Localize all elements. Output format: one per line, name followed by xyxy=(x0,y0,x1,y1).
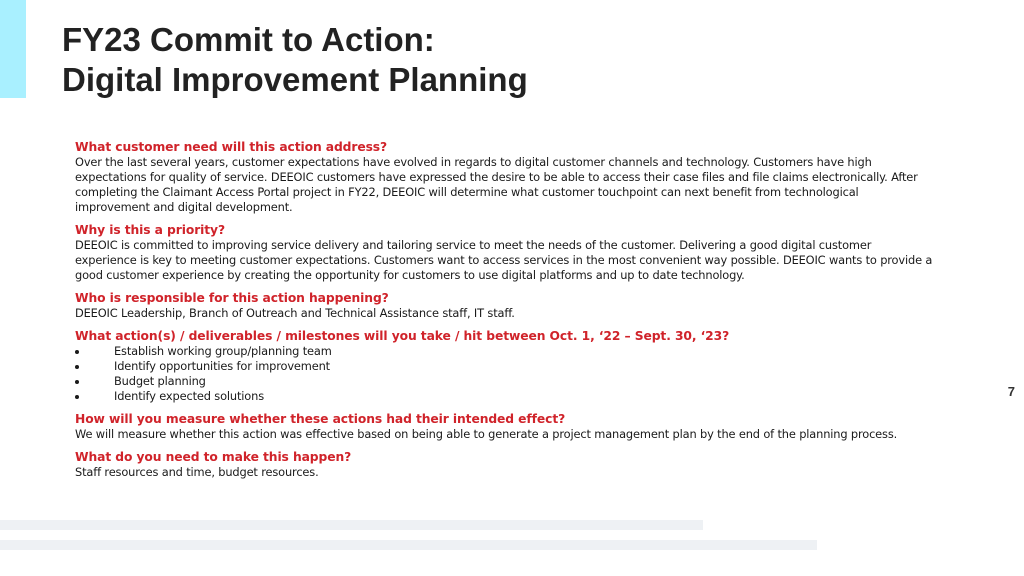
list-item-text: Establish working group/planning team xyxy=(114,344,332,358)
section-answer: Over the last several years, customer expectations have evolved in regards to digital customer channels and technology. Customers have high expectations for quality of service. DEEOIC customers have expressed the desire to be able to access their case files and file claims electronically. After completing the Claimant Access Portal project in FY22, DEEOIC will determine what customer touchpoint can next benefit from technological improvement and digital development. xyxy=(75,155,918,214)
list-item-text: Budget planning xyxy=(114,374,206,388)
section-answer: DEEOIC Leadership, Branch of Outreach and Technical Assistance staff, IT staff. xyxy=(75,306,515,320)
section-answer: We will measure whether this action was effective based on being able to generate a project management plan by the end of the planning process. xyxy=(75,427,898,441)
section-responsible xyxy=(75,290,935,321)
page-number: 7 xyxy=(1007,384,1015,399)
list-item xyxy=(75,344,935,359)
list-item-text: Identify opportunities for improvement xyxy=(114,359,330,373)
section-question: What action(s) / deliverables / milestones will you take / hit between Oct. 1, ‘22 – Sept. 30, ‘23? xyxy=(75,329,730,343)
section-question: Who is responsible for this action happening? xyxy=(75,291,389,305)
bullet-icon xyxy=(75,380,79,384)
section-question: What do you need to make this happen? xyxy=(75,450,352,464)
section-question: How will you measure whether these actions had their intended effect? xyxy=(75,412,566,426)
list-item xyxy=(75,359,935,374)
section-question: Why is this a priority? xyxy=(75,223,225,237)
footer-decor-bar xyxy=(0,540,817,550)
page-title-line-2: Digital Improvement Planning xyxy=(62,61,528,98)
list-item-text: Identify expected solutions xyxy=(114,389,264,403)
section-customer-need xyxy=(75,139,935,215)
bullet-icon xyxy=(75,395,79,399)
section-milestones xyxy=(75,328,935,404)
section-resources xyxy=(75,449,935,480)
content-body xyxy=(75,139,935,487)
list-item xyxy=(75,389,935,404)
bullet-icon xyxy=(75,365,79,369)
list-item xyxy=(75,374,935,389)
page-title xyxy=(62,20,528,100)
section-question: What customer need will this action address? xyxy=(75,140,388,154)
bullet-icon xyxy=(75,350,79,354)
footer-decor-bar xyxy=(0,520,703,530)
section-answer: DEEOIC is committed to improving service delivery and tailoring service to meet the needs of the customer. Delivering a good digital customer experience is key to meeting customer expectations. Customers want to access services in the most convenient way possible. DEEOIC wants to provide a good customer experience by creating the opportunity for customers to use digital platforms and up to date technology. xyxy=(75,238,933,282)
section-measurement xyxy=(75,411,935,442)
page-title-line-1: FY23 Commit to Action: xyxy=(62,21,435,58)
section-answer: Staff resources and time, budget resources. xyxy=(75,465,319,479)
milestone-list xyxy=(75,344,935,404)
title-accent-bar xyxy=(0,0,26,98)
section-priority xyxy=(75,222,935,283)
